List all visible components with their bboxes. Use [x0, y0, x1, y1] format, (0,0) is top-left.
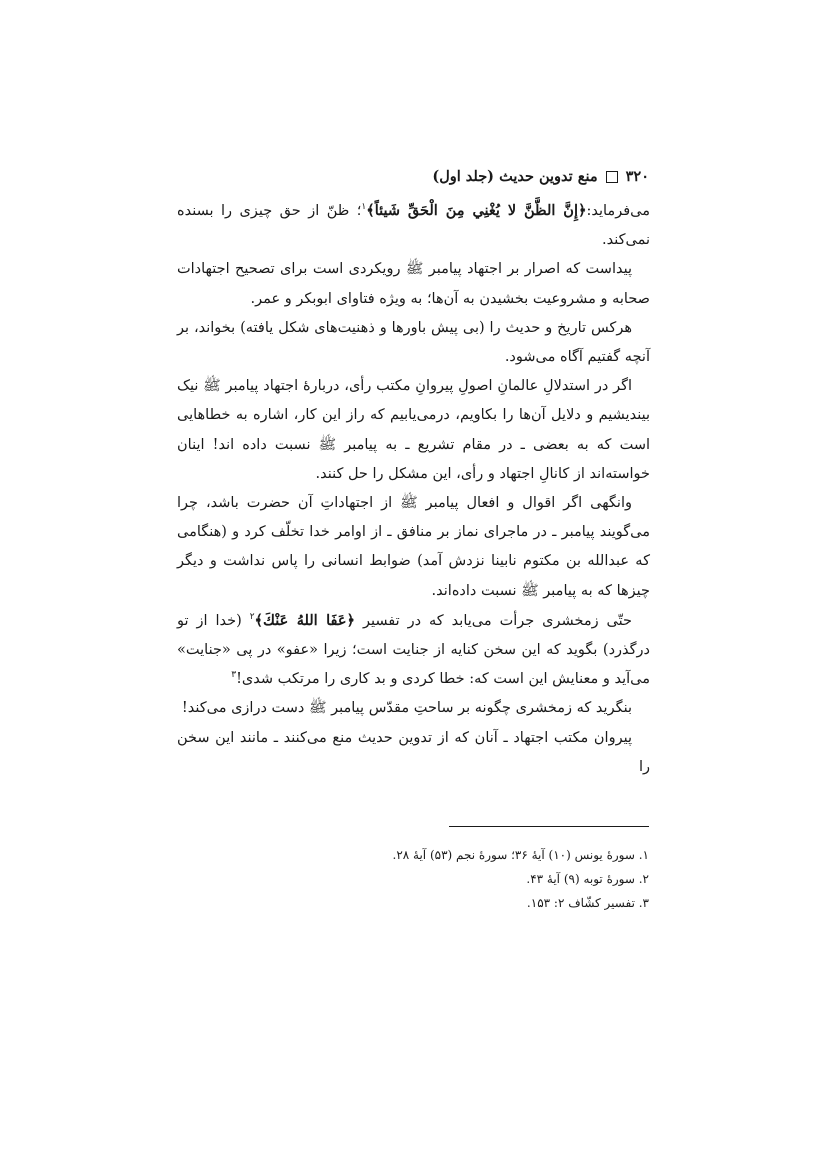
- footnote-ref: ۱: [361, 202, 367, 213]
- footnote-1: ۱. سورهٔ یونس (۱۰) آیهٔ ۳۶؛ سورهٔ نجم (۵۳) آیهٔ ۲۸.: [392, 848, 649, 862]
- paragraph-2: پیداست که اصرار بر اجتهاد پیامبر ﷺ رویکردی است برای تصحیح اجتهادات صحابه و مشروعیت بخشیدن به آن‌ها؛ به ویژه فتاوای ابوبکر و عمر.: [177, 261, 650, 307]
- paragraph-text: حتّی زمخشری جرأت می‌یابد که در تفسیر: [355, 612, 632, 629]
- footnote-ref: ۳: [231, 670, 237, 681]
- footnote-divider: [449, 826, 649, 827]
- paragraph-5: وانگهی اگر اقوال و افعال پیامبر ﷺ از اجتهاداتِ آن حضرت باشد، چرا می‌گویند پیامبر ـ در ماجرای نماز بر منافق ـ از اوامر خدا تخلّف کرد و (هنگامی که عبدالله بن مکتوم نابینا نزدش آمد) ضوابط انسانی را پاس نداشت و دیگر چیزها که به پیامبر ﷺ نسبت داده‌اند.: [177, 495, 650, 599]
- paragraph-3: هرکس تاریخ و حدیث را (بی پیش باورها و ذهنیت‌های شکل یافته) بخواند، بر آنچه گفتیم آگاه می‌شود.: [177, 319, 650, 366]
- footnotes: [176, 843, 649, 915]
- page-number: ۳۲۰: [625, 168, 649, 185]
- quran-verse: ﴿عَفَا اللهُ عَنْكَ﴾: [254, 611, 356, 629]
- square-ornament-icon: [606, 171, 618, 183]
- paragraph-4: اگر در استدلالِ عالمانِ اصولِ پیروانِ مکتب رأی، دربارهٔ اجتهاد پیامبر ﷺ نیک بیندیشیم و دلایل آن‌ها را بکاویم، درمی‌یابیم که راز این کار، اشاره به خطاهایی است که به بعضی ـ در مقام تشریع ـ به پیامبر ﷺ نسبت داده اند! اینان خواسته‌اند از کانالِ اجتهاد و رأی، این مشکل را حل کنند.: [177, 378, 650, 482]
- paragraph-1: [177, 196, 650, 255]
- paragraph-text: ؛ ظنّ از حق چیزی را بسنده نمی‌کند.: [177, 203, 650, 249]
- book-title: منع تدوین حدیث (جلد اول): [432, 168, 598, 185]
- paragraph-8: پیروان مکتب اجتهاد ـ آنان که از تدوین حدیث منع می‌کنند ـ مانند این سخن را: [177, 729, 650, 775]
- quran-verse: ﴿إِنَّ الظَّنَّ لا يُغْنِي مِنَ الْحَقِّ شَيئاً﴾: [366, 202, 587, 219]
- paragraph-text: می‌فرماید:: [586, 203, 650, 219]
- paragraph-6: [177, 606, 650, 695]
- main-text: [177, 196, 650, 782]
- footnote-ref: ۲: [249, 612, 255, 623]
- footnote-2: ۲. سورهٔ توبه (۹) آیهٔ ۴۳.: [526, 872, 649, 886]
- running-header: [432, 168, 649, 185]
- paragraph-text: (خدا از تو درگذرد) بگوید که این سخن کنایه از جنایت است؛ زیرا «عفو» در پی «جنایت» می‌آید و معنایش این است که: خطا کردی و بد کاری را مرتکب شدی!: [177, 612, 650, 688]
- paragraph-7: بنگرید که زمخشری چگونه بر ساحتِ مقدّس پیامبر ﷺ دست درازی می‌کند!: [181, 700, 632, 717]
- footnote-3: ۳. تفسیر کشّاف ۲: ۱۵۳.: [526, 896, 649, 910]
